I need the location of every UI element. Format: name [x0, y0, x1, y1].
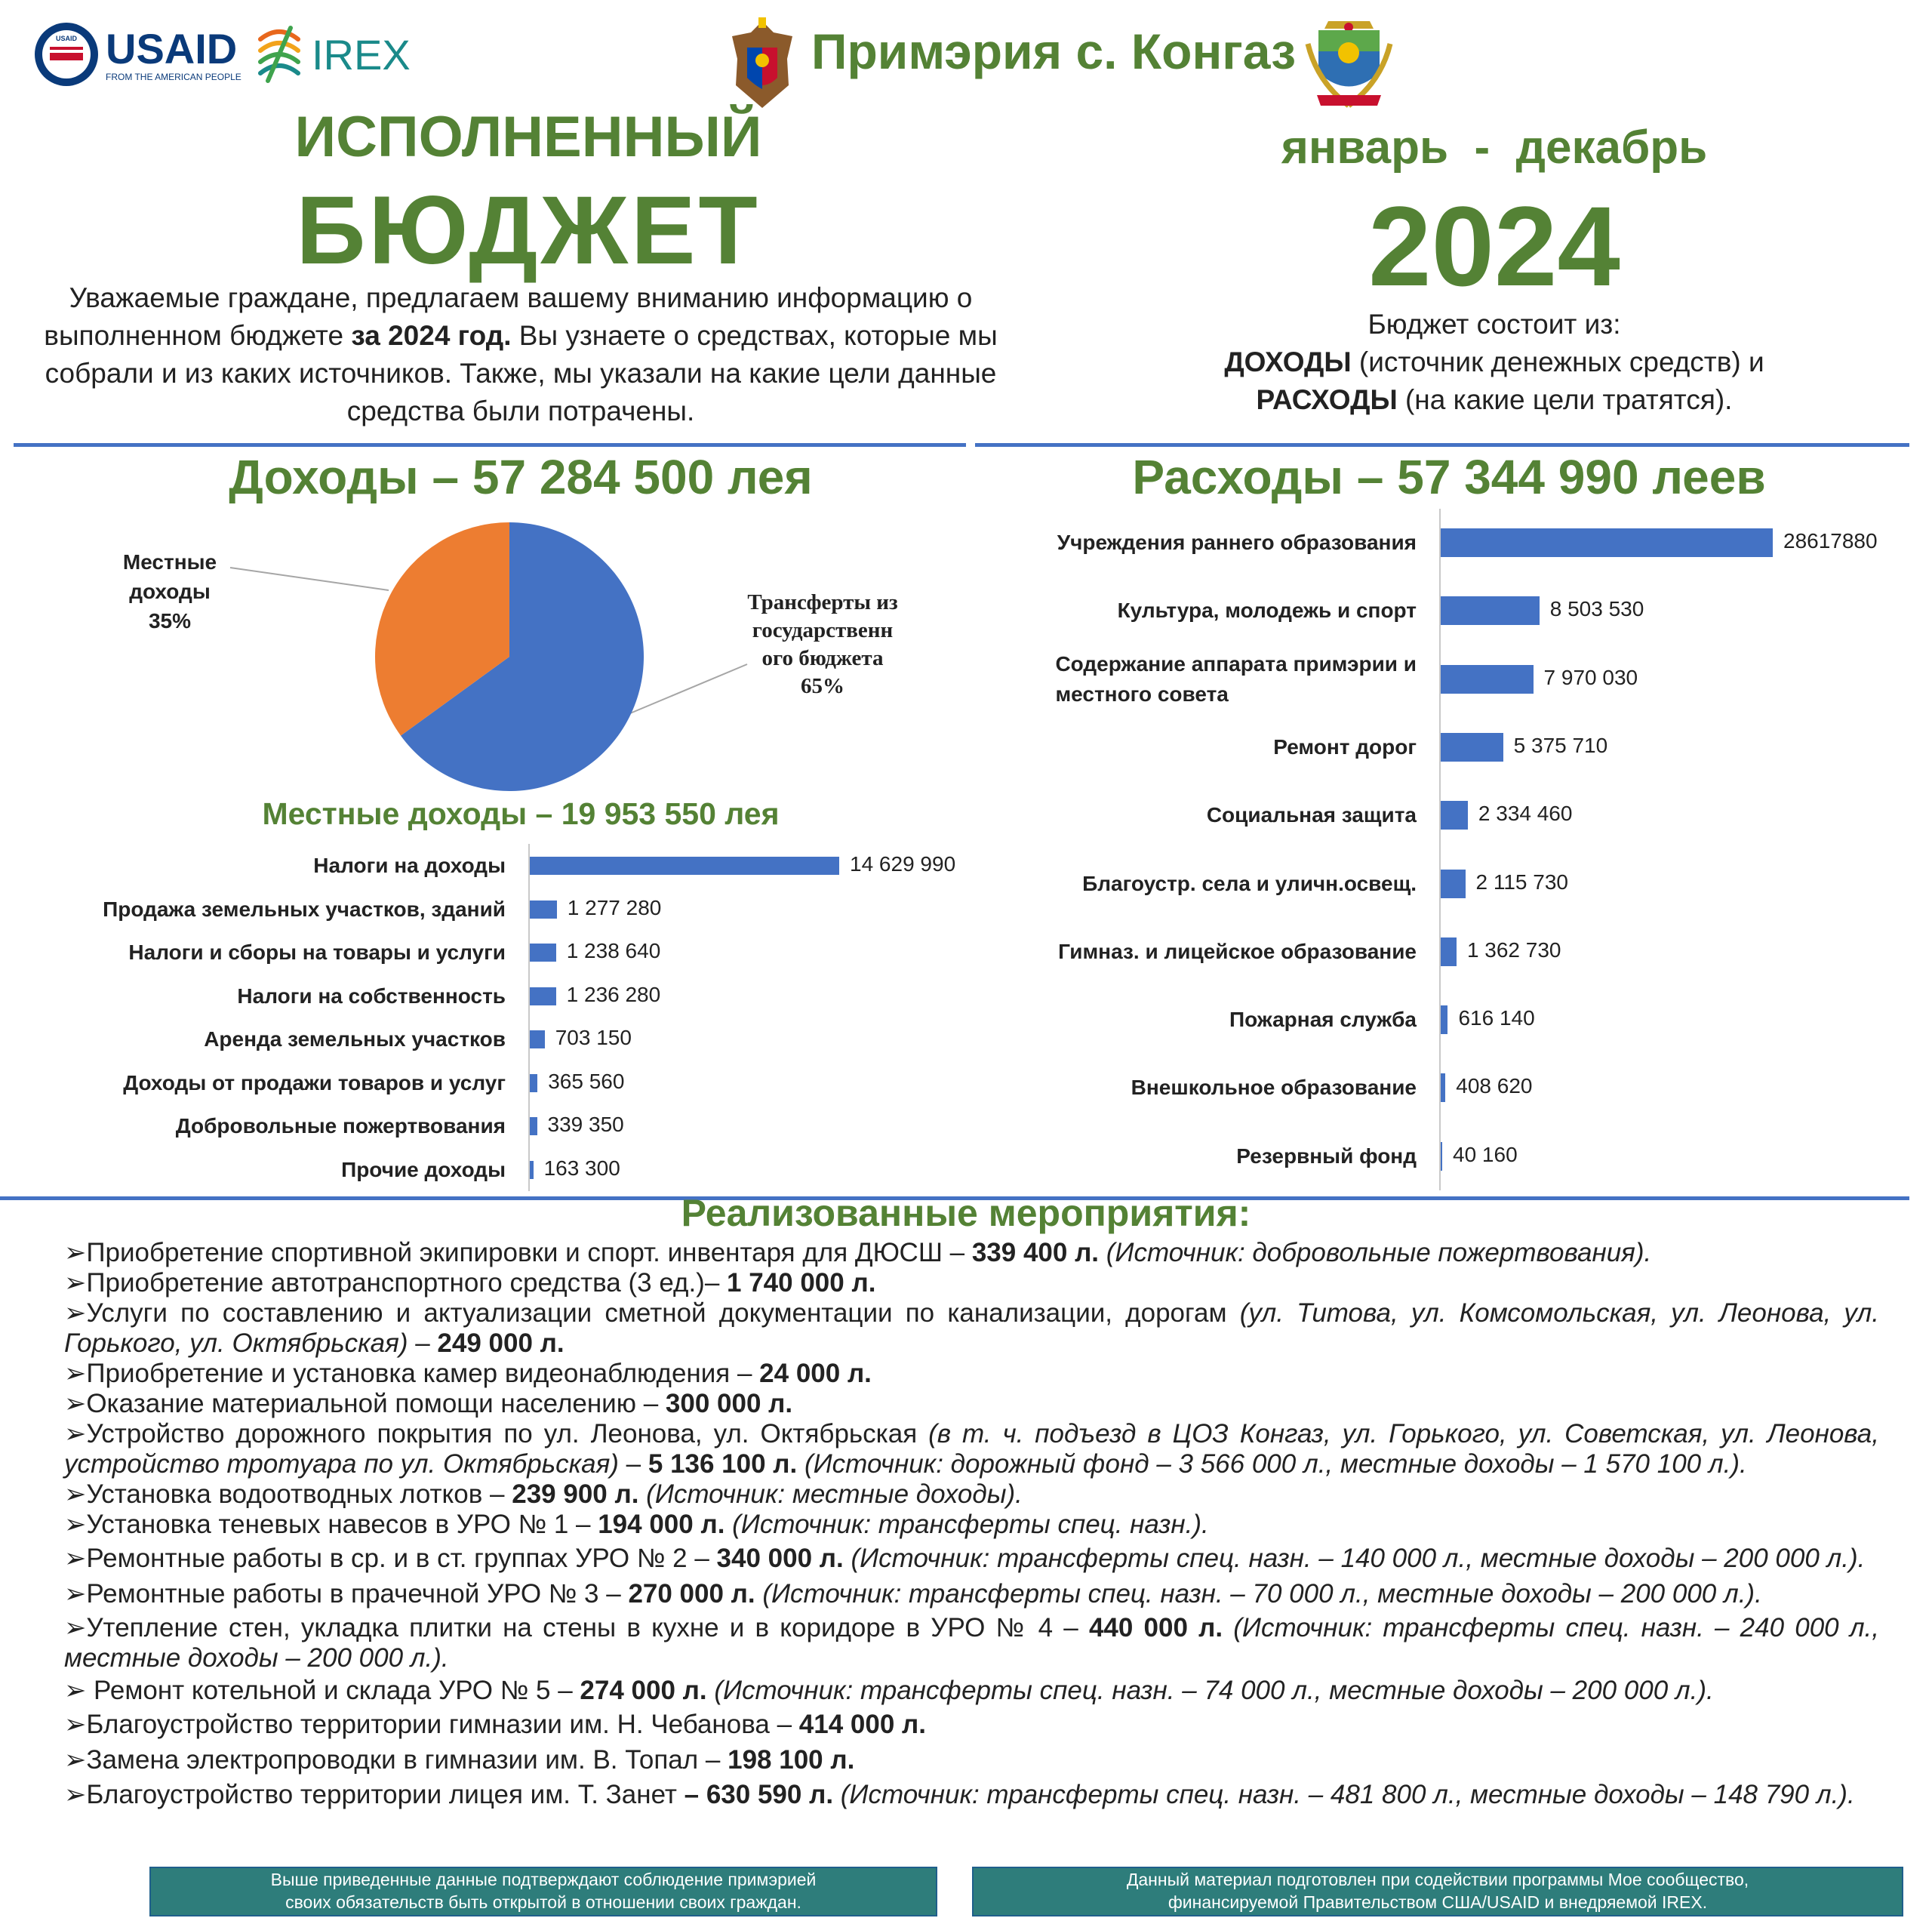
bar-value-label: 7 970 030 [1543, 665, 1638, 689]
activity-item: ➢Приобретение автотранспортного средства (3 ед.)– 1 740 000 л. [64, 1268, 876, 1298]
bar [1441, 665, 1534, 694]
usaid-tagline: FROM THE AMERICAN PEOPLE [106, 72, 242, 82]
bar [530, 1074, 537, 1092]
svg-text:USAID: USAID [55, 35, 78, 42]
bar-category-label: Налоги и сборы на товары и услуги [128, 941, 506, 964]
bar [530, 901, 557, 919]
bar-value-label: 5 375 710 [1513, 733, 1608, 757]
bar-value-label: 2 334 460 [1478, 802, 1573, 826]
activity-item: ➢Услуги по составлению и актуализации сметной документации по канализации, дорогам (ул. Титова, ул. Комсомольская, ул. Леонова, ул. Горького, ул. Октябрьская) – 249 000 л. [64, 1298, 1879, 1358]
budget-heading-line2: БЮДЖЕТ [296, 177, 761, 285]
bar-category-label: Прочие доходы [341, 1157, 506, 1181]
expense-title: Расходы – 57 344 990 леев [1132, 450, 1766, 504]
activity-item: ➢Установка водоотводных лотков – 239 900 л. (Источник: местные доходы). [64, 1479, 1023, 1509]
activity-item: ➢Ремонтные работы в прачечной УРО № 3 – 270 000 л. (Источник: трансферты спец. назн. – 70 000 л., местные доходы – 200 000 л.). [64, 1579, 1762, 1609]
bar-category-label: Налоги на доходы [313, 854, 506, 877]
bar-value-label: 1 238 640 [566, 939, 661, 962]
usaid-wordmark: USAID [106, 25, 238, 72]
activity-item: ➢Ремонтные работы в ср. и в ст. группах УРО № 2 – 340 000 л. (Источник: трансферты спец. назн. – 140 000 л., местные доходы – 200 000 л.). [64, 1544, 1866, 1573]
bar-category-label: Гимназ. и лицейское образование [1058, 939, 1417, 963]
activity-item: ➢Оказание материальной помощи населению – 300 000 л. [64, 1389, 793, 1418]
budget-heading-line1: ИСПОЛНЕННЫЙ [294, 105, 762, 169]
activity-item: ➢Установка теневых навесов в УРО № 1 – 194 000 л. (Источник: трансферты спец. назн.). [64, 1510, 1209, 1539]
bar-category-label: Добровольные пожертвования [175, 1114, 506, 1138]
bar-value-label: 14 629 990 [850, 852, 956, 876]
bar-value-label: 339 350 [547, 1113, 624, 1136]
activity-item: ➢Приобретение спортивной экипировки и спорт. инвентаря для ДЮСШ – 339 400 л. (Источник: добровольные пожертвования). [64, 1238, 1652, 1267]
bar-value-label: 1 362 730 [1466, 937, 1561, 962]
bar-category-label: Внешкольное образование [1131, 1076, 1417, 1100]
bar-category-label: Аренда земельных участков [204, 1027, 506, 1051]
activity-item: ➢Замена электропроводки в гимназии им. В. Топал – 198 100 л. [64, 1745, 855, 1775]
bar [1441, 1073, 1445, 1102]
bar-category-label: Налоги на собственность [237, 984, 506, 1008]
bar-value-label: 40 160 [1453, 1142, 1518, 1166]
activity-item: ➢ Ремонт котельной и склада УРО № 5 – 274 000 л. (Источник: трансферты спец. назн. – 74 000 л., местные доходы – 200 000 л.). [64, 1676, 1714, 1705]
bar-value-label: 8 503 530 [1549, 597, 1644, 621]
bar [530, 1117, 537, 1135]
bar [530, 1030, 545, 1048]
bar-value-label: 28617880 [1783, 529, 1878, 553]
bar [1441, 1142, 1442, 1171]
bar-category-label: Доходы от продажи товаров и услуг [123, 1070, 506, 1094]
bar-category-label: Пожарная служба [1229, 1008, 1417, 1032]
bar-value-label: 365 560 [548, 1069, 625, 1093]
bar [1441, 528, 1773, 557]
bar [1441, 870, 1466, 898]
activity-item: ➢Благоустройство территории лицея им. Т. Занет – 630 590 л. (Источник: трансферты спец. назн. – 481 800 л., местные доходы – 148 790 л.). [64, 1780, 1855, 1809]
intro-text: Уважаемые граждане, предлагаем вашему вниманию информацию о выполненном бюджете за 2024 год. Вы узнаете о средствах, которые мы собрали и из каких источников. Также, мы указали на какие цели данные средства были потрачены. [44, 282, 998, 426]
bar [530, 944, 556, 962]
bar-value-label: 703 150 [555, 1026, 632, 1049]
footer-transparency-note: Выше приведенные данные подтверждают соблюдение примэрией своих обязательств быть открытой в отношении своих граждан. [149, 1867, 937, 1916]
local-income-bar-chart [0, 0, 981, 1193]
bar-category-label: Социальная защита [1206, 803, 1417, 827]
bar [1441, 1005, 1447, 1034]
bar [1441, 937, 1457, 966]
bar-category-label: Содержание аппарата примэрии и местного совета [1055, 651, 1417, 706]
income-title: Доходы – 57 284 500 лея [229, 450, 813, 504]
activity-item: ➢Устройство дорожного покрытия по ул. Леонова, ул. Октябрьская (в т. ч. подъезд в ЦОЗ Конгаз, ул. Горького, ул. Советская, ул. Леонова, устройство тротуара по ул. Октябрьская) – 5 136 100 л. (Источник: дорожный фонд – 3 566 000 л., местные доходы – 1 570 100 л.). [64, 1419, 1879, 1479]
bar [1441, 596, 1540, 625]
bar-value-label: 1 236 280 [566, 982, 661, 1006]
bar [530, 857, 839, 875]
local-income-title: Местные доходы – 19 953 550 лея [262, 796, 780, 831]
bar [530, 1161, 534, 1179]
bar-value-label: 163 300 [543, 1156, 620, 1180]
bar-axis [1439, 509, 1441, 1190]
bar-value-label: 408 620 [1456, 1074, 1533, 1098]
bar-category-label: Продажа земельных участков, зданий [103, 897, 506, 921]
bar-value-label: 616 140 [1458, 1006, 1535, 1030]
bar [1441, 801, 1468, 830]
page-title: Примэрия с. Конгаз [811, 23, 1297, 79]
pie-label-local-income: Местные доходы 35% [122, 550, 217, 633]
bar-category-label: Учреждения раннего образования [1057, 531, 1417, 554]
activity-item: ➢Благоустройство территории гимназии им. Н. Чебанова – 414 000 л. [64, 1710, 926, 1739]
bar-value-label: 2 115 730 [1475, 870, 1569, 894]
activities-title: Реализованные мероприятия: [681, 1192, 1251, 1234]
period-label: январь - декабрь [1281, 122, 1708, 174]
activity-item: ➢Приобретение и установка камер видеонаблюдения – 24 000 л. [64, 1359, 872, 1388]
activity-item: ➢Утепление стен, укладка плитки на стены в кухне и в коридоре в УРО № 4 – 440 000 л. (Источник: трансферты спец. назн. – 240 000 л., местные доходы – 200 000 л.). [64, 1613, 1880, 1673]
bar-category-label: Культура, молодежь и спорт [1117, 599, 1417, 623]
expense-bar-chart [974, 0, 1924, 1193]
budget-composition-text: Бюджет состоит из: ДОХОДЫ (источник денежных средств) и РАСХОДЫ (на какие цели тратятся). [1224, 309, 1764, 415]
bar [530, 987, 556, 1005]
bar-category-label: Резервный фонд [1236, 1144, 1417, 1168]
bar-category-label: Благоустр. села и уличн.освещ. [1082, 871, 1417, 895]
pie-label-transfers: Трансферты из государственн ого бюджета 65% [747, 590, 898, 698]
bar-category-label: Ремонт дорог [1273, 734, 1417, 759]
bar-axis [528, 844, 530, 1191]
bar [1441, 733, 1503, 762]
year-label: 2024 [1368, 183, 1620, 309]
bar-value-label: 1 277 280 [567, 895, 662, 919]
irex-wordmark: IREX [312, 31, 411, 79]
footer-funding-note: Данный материал подготовлен при содействии программы Мое сообщество, финансируемой Правительством США/USAID и внедряемой IREX. [972, 1867, 1903, 1916]
